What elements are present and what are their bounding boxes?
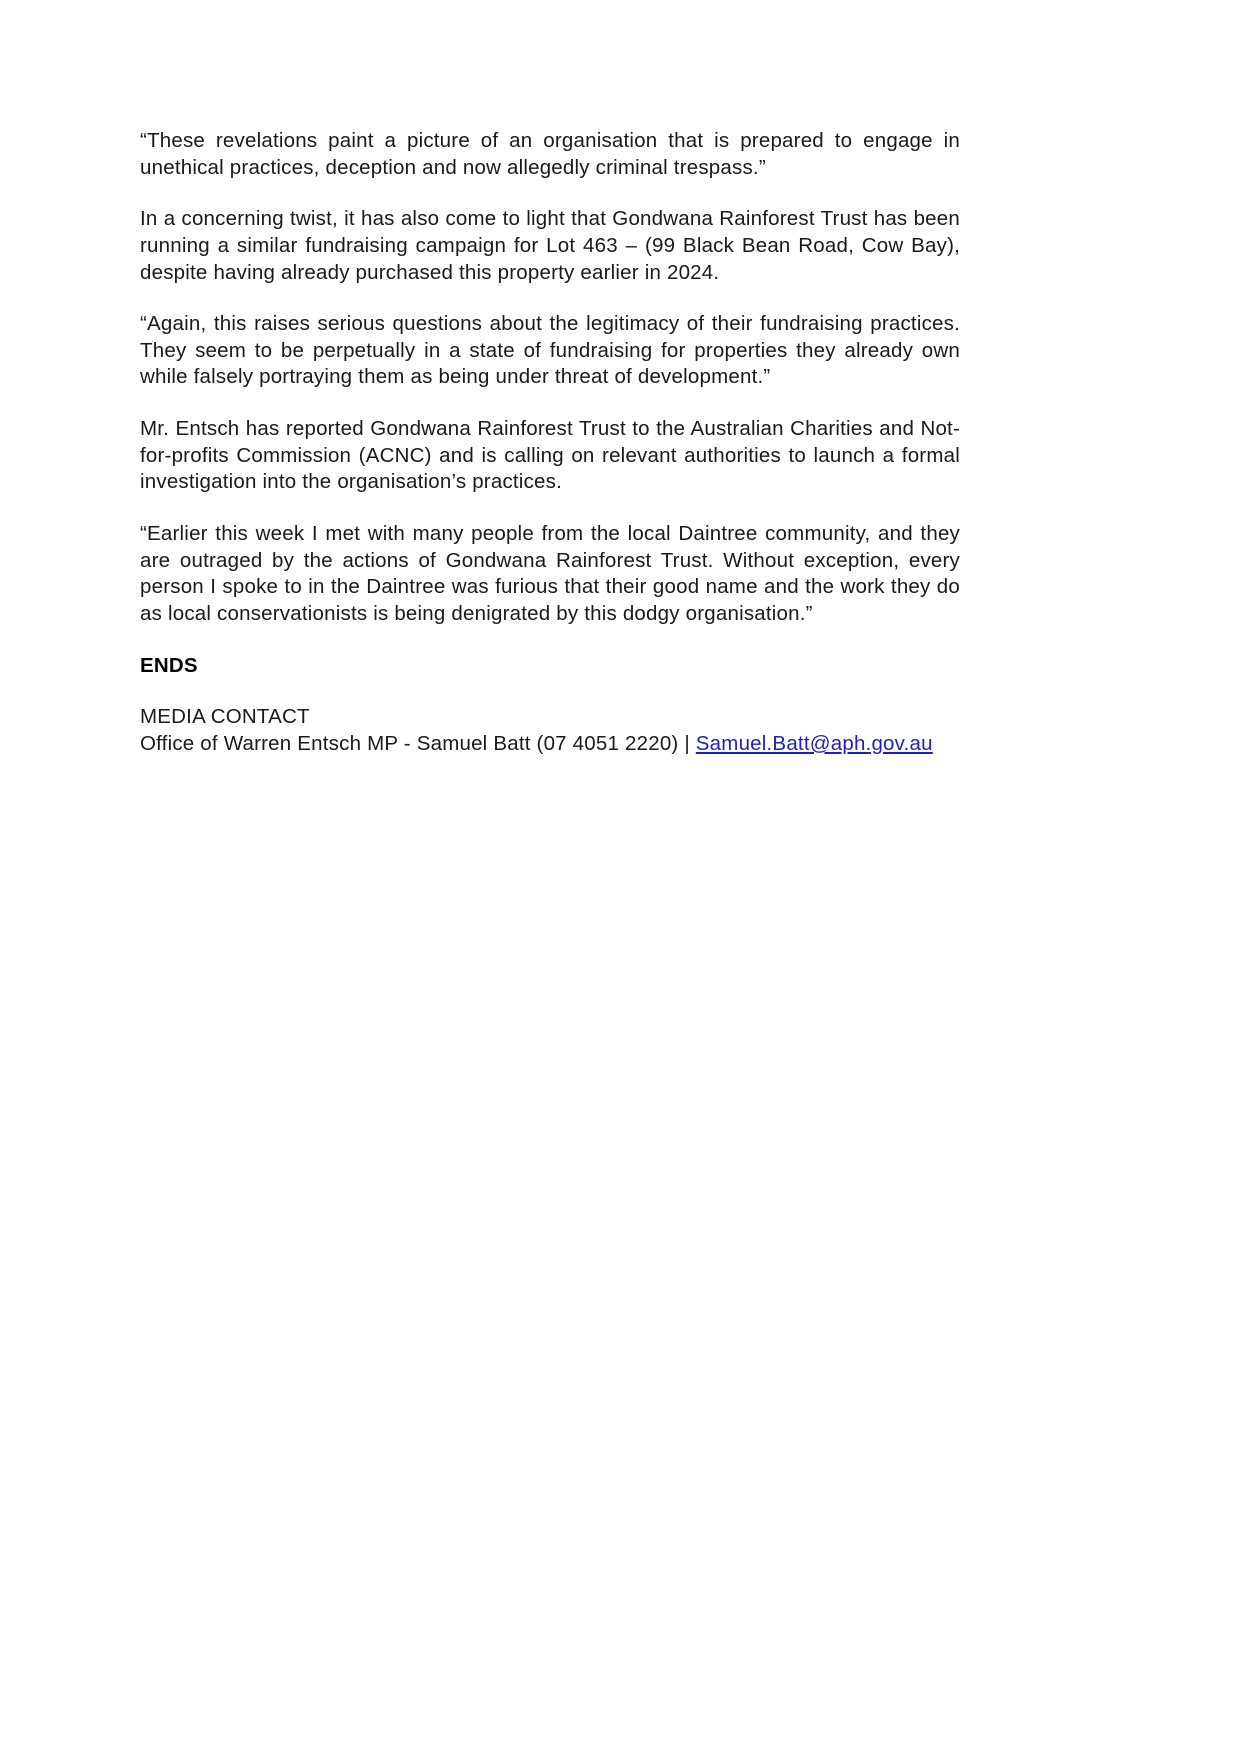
paragraph-again-legitimacy: “Again, this raises serious questions about the legitimacy of their fundraising practices. They seem to be perpetually in a state of fundraising for properties they already own while falsely portraying them as being under threat of development.” [140, 312, 960, 389]
ends-label: ENDS [140, 653, 198, 677]
paragraph-concerning-twist: In a concerning twist, it has also come to light that Gondwana Rainforest Trust has been running a similar fundraising campaign for Lot 463 – (99 Black Bean Road, Cow Bay), despite having already purchased this property earlier in 2024. [140, 207, 960, 284]
paragraph-revelations: “These revelations paint a picture of an organisation that is prepared to engage in unethical practices, deception and now allegedly criminal trespass.” [140, 129, 960, 179]
media-contact-heading: MEDIA CONTACT [140, 705, 310, 729]
media-contact-details [140, 731, 960, 758]
media-contact-office-text: Office of Warren Entsch MP - Samuel Batt (07 4051 2220) | [140, 731, 696, 755]
media-contact-block [140, 704, 960, 757]
paragraph-daintree-community: “Earlier this week I met with many people from the local Daintree community, and they are outraged by the actions of Gondwana Rainforest Trust. Without exception, every person I spoke to in the Daintree was furious that their good name and the work they do as local conservationists is being denigrated by this dodgy organisation.” [140, 522, 960, 625]
paragraph-acnc-report: Mr. Entsch has reported Gondwana Rainforest Trust to the Australian Charities and Not-for-profits Commission (ACNC) and is calling on relevant authorities to launch a formal investigation into the organisation’s practices. [140, 417, 960, 494]
media-contact-email-link[interactable]: Samuel.Batt@aph.gov.au [695, 731, 933, 755]
document-body [140, 128, 960, 758]
